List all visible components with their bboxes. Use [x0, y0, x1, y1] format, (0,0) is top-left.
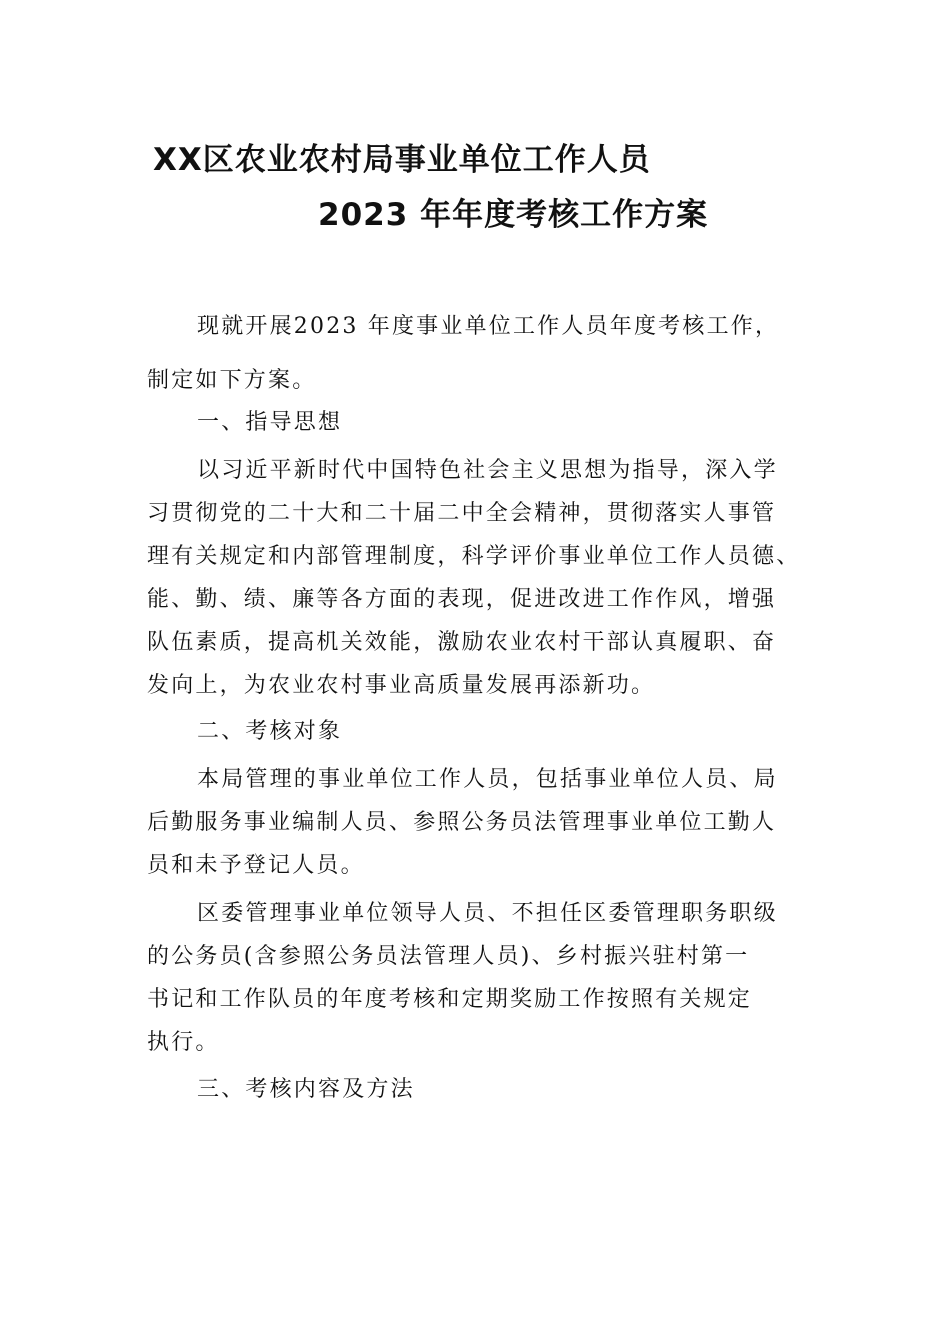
section2-paragraph1 — [147, 758, 807, 887]
intro-line: 现就开展2023 年度事业单位工作人员年度考核工作， — [197, 314, 780, 339]
section-heading-guiding-ideology: 一、指导思想 — [197, 410, 343, 435]
paragraph-line: 以习近平新时代中国特色社会主义思想为指导，深入学 — [197, 458, 778, 483]
section2-paragraph2 — [147, 892, 807, 1064]
paragraph-line: 书记和工作队员的年度考核和定期奖励工作按照有关规定 — [147, 987, 753, 1012]
paragraph-line: 队伍素质，提高机关效能，激励农业农村干部认真履职、奋 — [147, 630, 777, 655]
document-title-line1: XX区农业农村局事业单位工作人员 — [153, 142, 651, 178]
paragraph-line: 能、勤、绩、廉等各方面的表现，促进改进工作作风，增强 — [147, 587, 777, 612]
document-title-line2: 2023 年年度考核工作方案 — [318, 197, 709, 233]
paragraph-line: 执行。 — [147, 1030, 220, 1055]
paragraph-line: 发向上，为农业农村事业高质量发展再添新功。 — [147, 673, 656, 698]
paragraph-line: 员和未予登记人员。 — [147, 853, 365, 878]
paragraph-line: 习贯彻党的二十大和二十届二中全会精神，贯彻落实人事管 — [147, 501, 777, 526]
intro-line: 制定如下方案。 — [147, 368, 317, 393]
intro-paragraph — [147, 305, 807, 402]
paragraph-line: 后勤服务事业编制人员、参照公务员法管理事业单位工勤人 — [147, 810, 777, 835]
section1-paragraph — [147, 449, 807, 707]
paragraph-line: 理有关规定和内部管理制度，科学评价事业单位工作人员德、 — [147, 544, 801, 569]
paragraph-line: 的公务员(含参照公务员法管理人员)、乡村振兴驻村第一 — [147, 944, 750, 969]
paragraph-line: 区委管理事业单位领导人员、不担任区委管理职务职级 — [197, 901, 778, 926]
section-heading-content-methods: 三、考核内容及方法 — [197, 1077, 415, 1102]
paragraph-line: 本局管理的事业单位工作人员，包括事业单位人员、局 — [197, 767, 778, 792]
section-heading-assessment-targets: 二、考核对象 — [197, 719, 343, 744]
